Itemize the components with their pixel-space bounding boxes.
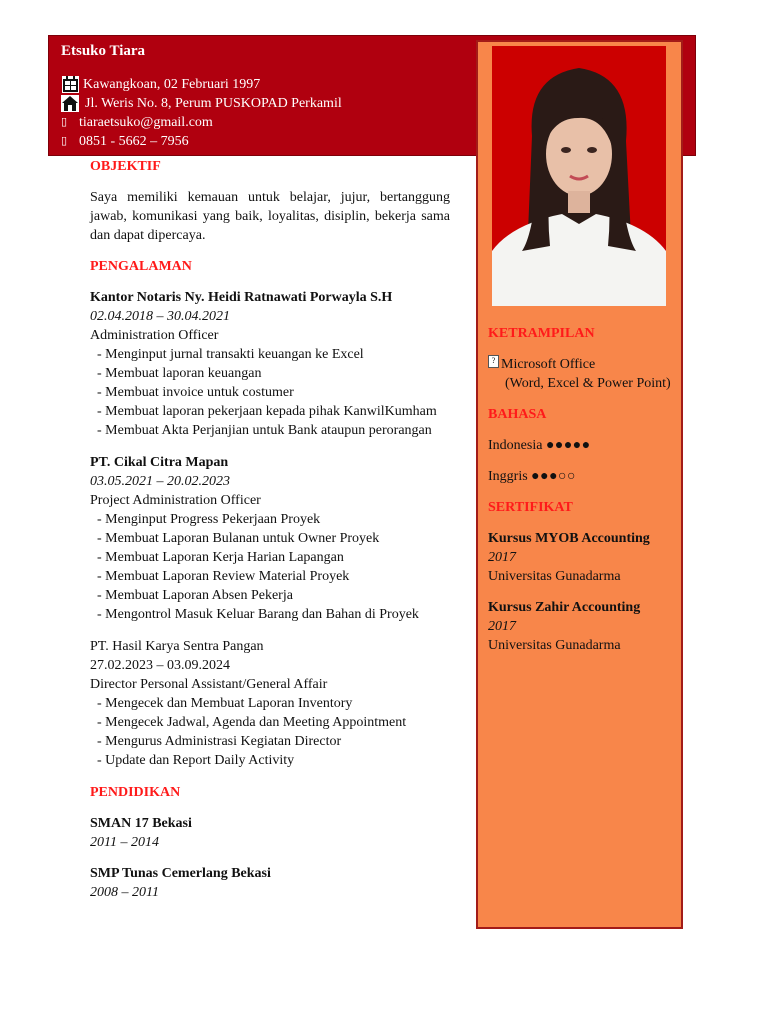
profile-photo: [492, 46, 666, 306]
job-task: - Membuat Laporan Bulanan untuk Owner Proyek: [97, 531, 380, 546]
education-entry: [90, 814, 450, 852]
skill-detail: (Word, Excel & Power Point): [505, 376, 671, 391]
job-period: 27.02.2023 – 03.09.2024: [90, 658, 230, 673]
language-name: Indonesia: [488, 438, 543, 453]
job-period: 02.04.2018 – 30.04.2021: [90, 309, 230, 324]
email-icon: ▯: [61, 116, 68, 128]
job-task: - Membuat Laporan Review Material Proyek: [97, 569, 350, 584]
school-name: SMP Tunas Cemerlang Bekasi: [90, 866, 271, 881]
birth-row: [61, 75, 342, 94]
calendar-icon: [61, 76, 79, 94]
language-name: Inggris: [488, 469, 528, 484]
phone-row: [61, 132, 342, 151]
certificate-name: Kursus Zahir Accounting: [488, 600, 641, 615]
job-task: - Membuat invoice untuk costumer: [97, 385, 294, 400]
address: Jl. Weris No. 8, Perum PUSKOPAD Perkamil: [85, 96, 342, 111]
birth-info: Kawangkoan, 02 Februari 1997: [83, 77, 261, 92]
education-entry: [90, 864, 450, 902]
skill-item: [488, 355, 678, 374]
job-period: 03.05.2021 – 20.02.2023: [90, 474, 230, 489]
job-task: - Membuat Laporan Kerja Harian Lapangan: [97, 550, 344, 565]
objective-text: Saya memiliki kemauan untuk belajar, jujur, bertanggung jawab, komunikasi yang baik, loyalitas, disiplin, bekerja sama dan dapat dipercaya.: [90, 190, 450, 243]
full-name: Etsuko Tiara: [61, 43, 146, 59]
language-item: [488, 436, 678, 455]
job-task: - Mengurus Administrasi Kegiatan Director: [97, 734, 342, 749]
job-task: - Mengontrol Masuk Keluar Barang dan Bahan di Proyek: [97, 607, 419, 622]
checkbox-icon: ?: [488, 355, 499, 368]
job-task: - Membuat Akta Perjanjian untuk Bank ataupun perorangan: [97, 423, 432, 438]
skill-name: Microsoft Office: [501, 357, 596, 372]
home-icon: [61, 95, 79, 113]
job-entry: [90, 637, 450, 770]
job-company: PT. Cikal Citra Mapan: [90, 455, 229, 470]
certificate-year: 2017: [488, 550, 516, 565]
language-item: [488, 467, 678, 486]
certificate-name: Kursus MYOB Accounting: [488, 531, 650, 546]
phone[interactable]: 0851 - 5662 – 7956: [79, 134, 189, 149]
job-task: - Update dan Report Daily Activity: [97, 753, 295, 768]
main-column: [90, 157, 450, 902]
school-period: 2008 – 2011: [90, 885, 159, 900]
certificates-title: SERTIFIKAT: [488, 500, 573, 515]
job-task: - Menginput Progress Pekerjaan Proyek: [97, 512, 321, 527]
skills-title: KETRAMPILAN: [488, 326, 595, 341]
job-role: Director Personal Assistant/General Affair: [90, 677, 328, 692]
sidebar-content: [488, 324, 678, 655]
job-company: PT. Hasil Karya Sentra Pangan: [90, 639, 264, 654]
job-role: Project Administration Officer: [90, 493, 261, 508]
address-row: [61, 94, 342, 113]
certificate-institution: Universitas Gunadarma: [488, 569, 621, 584]
language-level: ●●●○○: [531, 469, 576, 484]
job-task: - Menginput jurnal transakti keuangan ke Excel: [97, 347, 364, 362]
job-task: - Membuat laporan keuangan: [97, 366, 262, 381]
certificate-institution: Universitas Gunadarma: [488, 638, 621, 653]
job-entry: [90, 288, 450, 440]
job-role: Administration Officer: [90, 328, 219, 343]
header-info: [61, 42, 342, 151]
education-title: PENDIDIKAN: [90, 785, 181, 800]
objective-title: OBJEKTIF: [90, 159, 161, 174]
job-task: - Membuat laporan pekerjaan kepada pihak KanwilKumham: [97, 404, 437, 419]
school-name: SMAN 17 Bekasi: [90, 816, 192, 831]
phone-icon: ▯: [61, 135, 68, 147]
job-task: - Mengecek Jadwal, Agenda dan Meeting Appointment: [97, 715, 407, 730]
job-task: - Membuat Laporan Absen Pekerja: [97, 588, 293, 603]
language-level: ●●●●●: [545, 438, 591, 453]
school-period: 2011 – 2014: [90, 835, 159, 850]
certificate-year: 2017: [488, 619, 516, 634]
email[interactable]: tiaraetsuko@gmail.com: [79, 115, 213, 130]
email-row: [61, 113, 342, 132]
experience-title: PENGALAMAN: [90, 259, 192, 274]
job-entry: [90, 453, 450, 624]
job-task: - Mengecek dan Membuat Laporan Inventory: [97, 696, 353, 711]
sidebar: [476, 40, 683, 929]
languages-title: BAHASA: [488, 407, 547, 422]
job-company: Kantor Notaris Ny. Heidi Ratnawati Porwayla S.H: [90, 290, 393, 305]
